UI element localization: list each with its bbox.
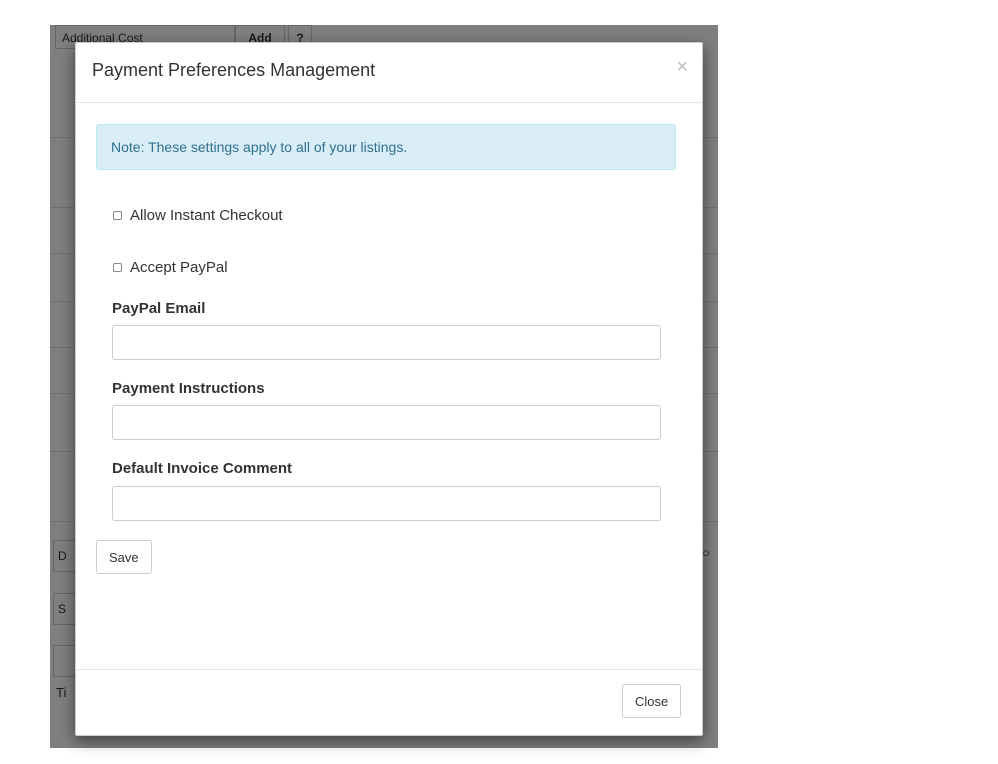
save-button[interactable]: Save (96, 540, 152, 574)
close-icon[interactable]: × (676, 56, 688, 78)
paypal-email-input[interactable] (112, 325, 661, 360)
instant-checkout-checkbox[interactable] (113, 211, 122, 220)
accept-paypal-checkbox[interactable] (113, 263, 122, 272)
close-button[interactable]: Close (622, 684, 681, 718)
payment-instructions-label: Payment Instructions (112, 380, 265, 397)
modal-footer-divider (76, 669, 702, 670)
instant-checkout-checkbox-row[interactable] (113, 207, 283, 224)
default-invoice-comment-input[interactable] (112, 486, 661, 521)
paypal-email-label: PayPal Email (112, 300, 206, 317)
note-alert: Note: These settings apply to all of your listings. (96, 124, 676, 170)
default-invoice-comment-label: Default Invoice Comment (112, 460, 293, 477)
accept-paypal-label: Accept PayPal (130, 259, 228, 276)
accept-paypal-checkbox-row[interactable] (113, 259, 228, 276)
modal-header (76, 43, 702, 103)
payment-instructions-input[interactable] (112, 405, 661, 440)
instant-checkout-label: Allow Instant Checkout (130, 207, 283, 224)
modal-title: Payment Preferences Management (92, 60, 376, 80)
payment-preferences-modal (75, 42, 703, 736)
